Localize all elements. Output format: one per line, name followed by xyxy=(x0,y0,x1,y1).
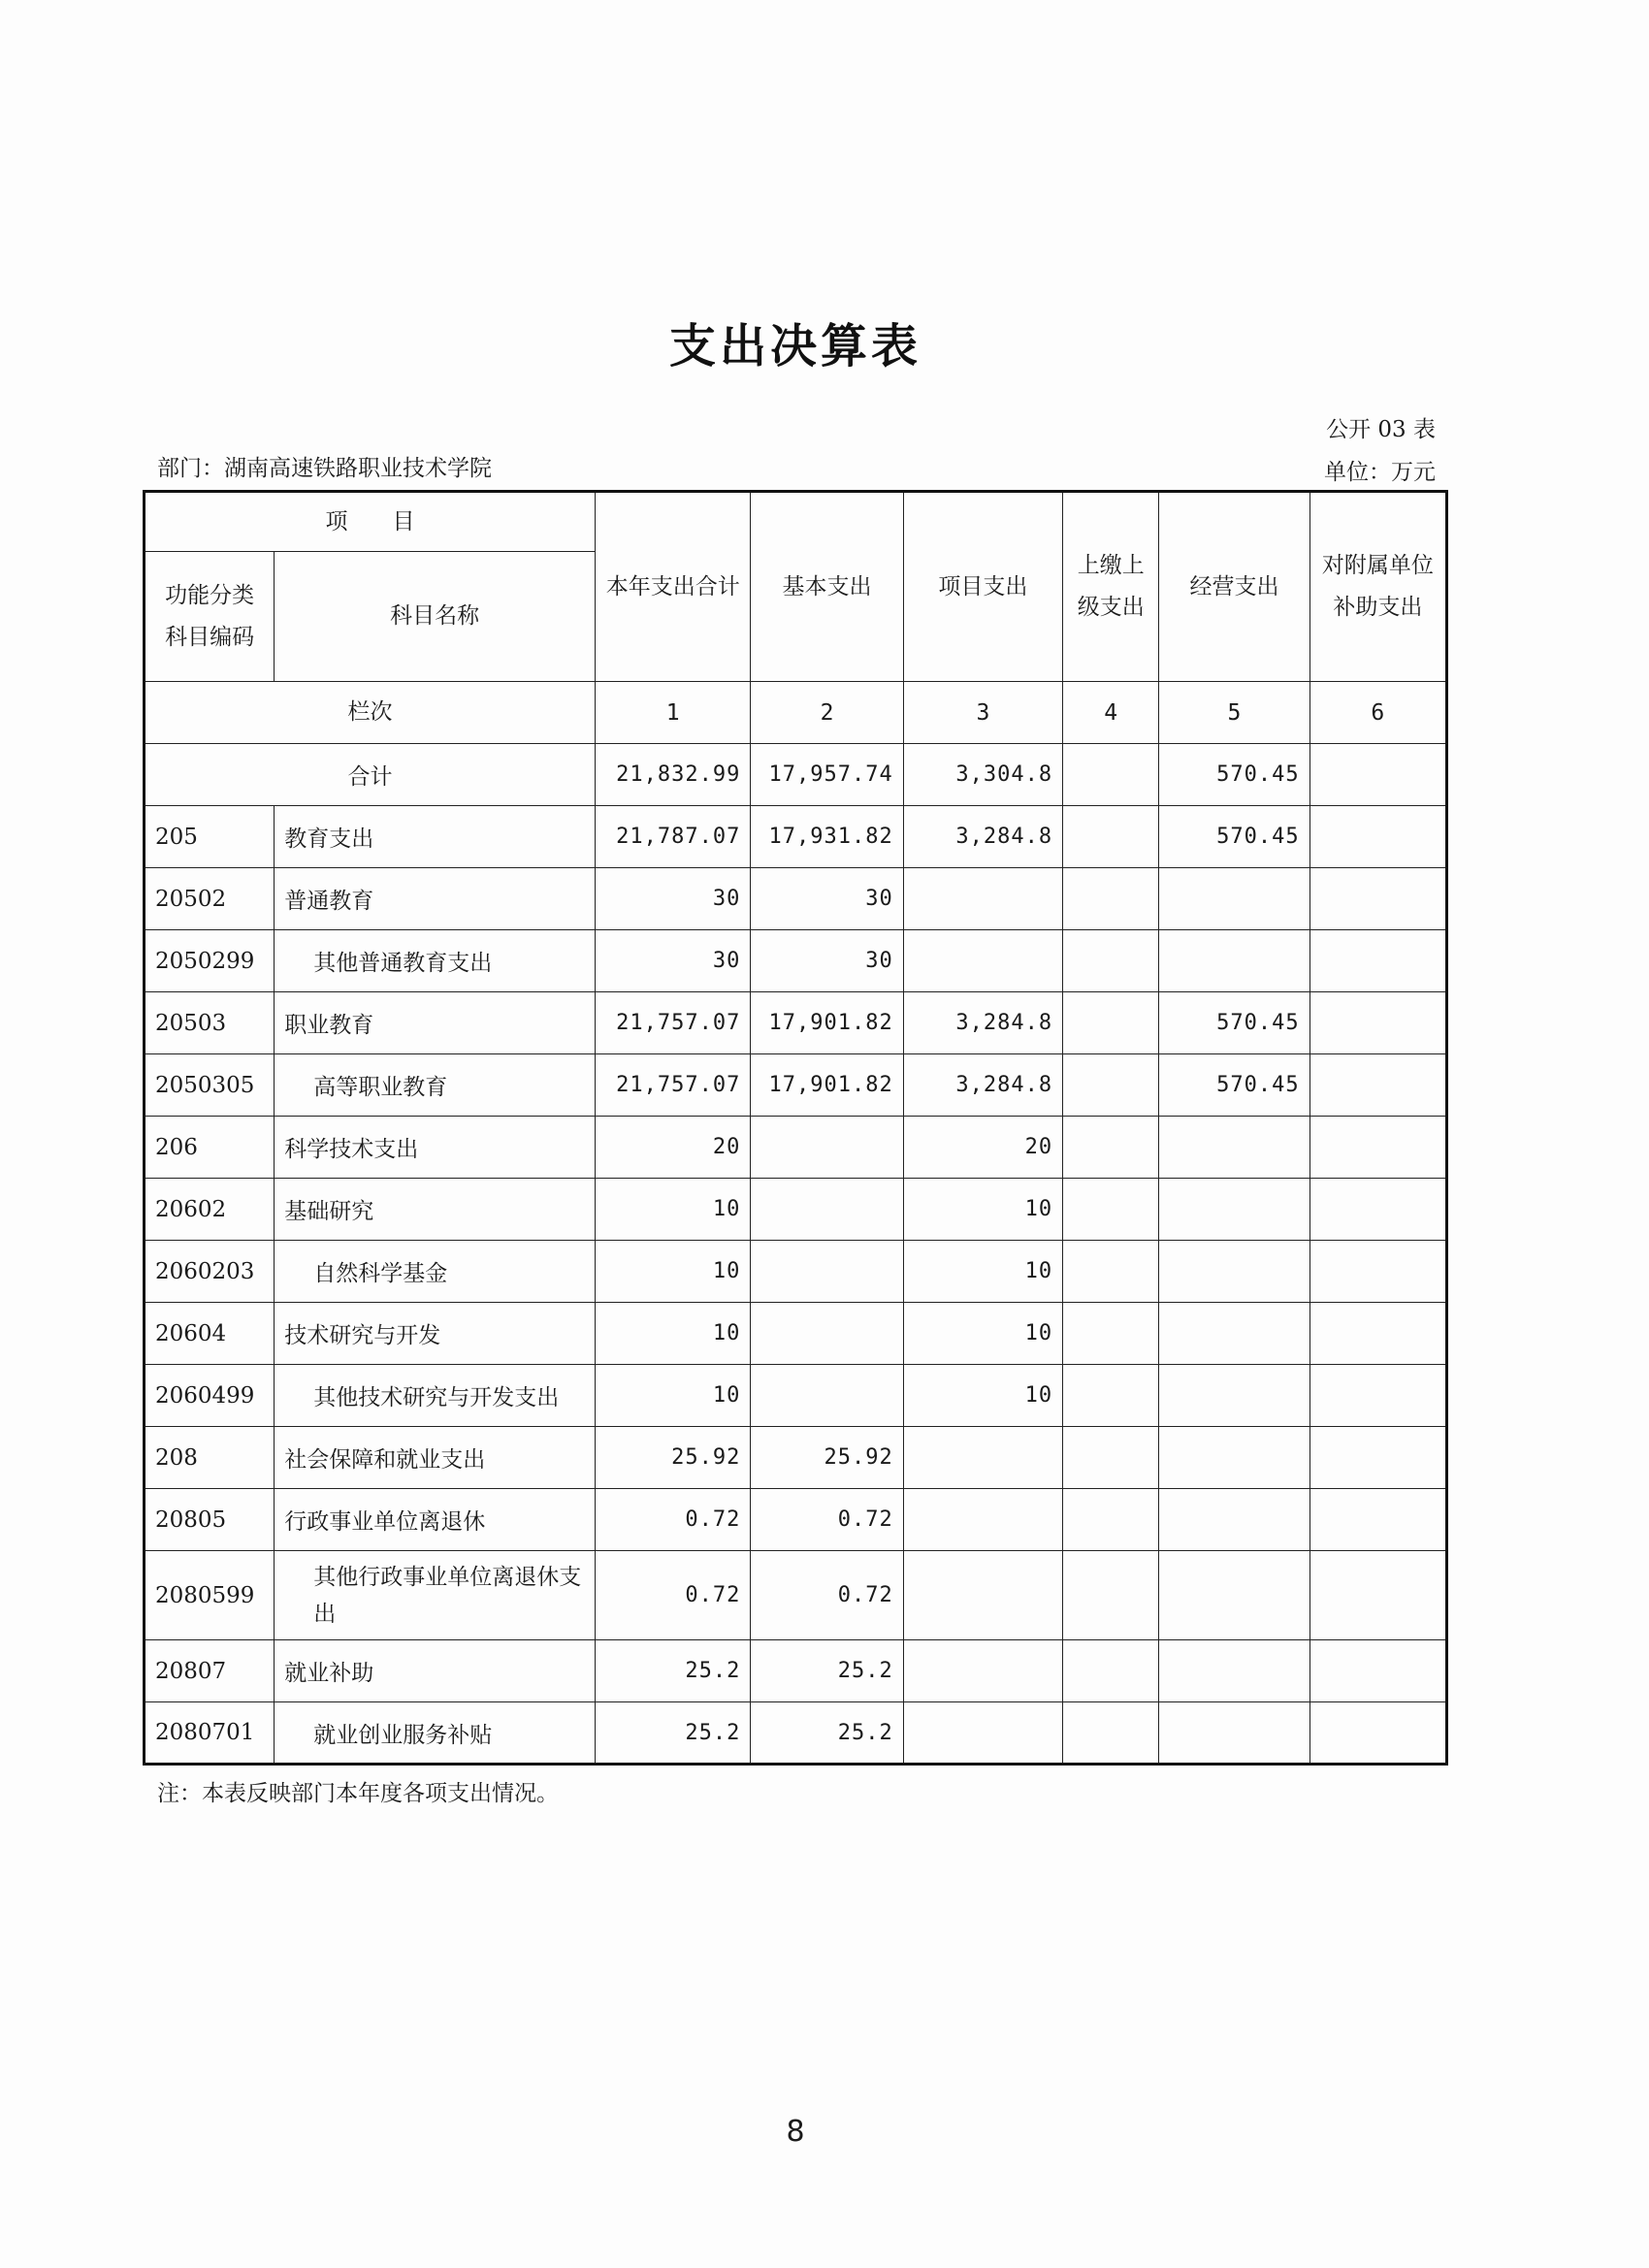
row-value xyxy=(903,868,1062,930)
form-number: 公开 03 表 xyxy=(1326,417,1436,442)
row-value xyxy=(1310,1241,1446,1303)
row-name: 其他技术研究与开发支出 xyxy=(275,1365,596,1427)
row-name: 教育支出 xyxy=(275,806,596,868)
row-value xyxy=(1159,1489,1310,1551)
row-value xyxy=(903,1640,1062,1702)
row-value xyxy=(1159,1117,1310,1179)
row-value xyxy=(1310,1117,1446,1179)
table-row xyxy=(145,1640,1447,1702)
row-value xyxy=(903,1427,1062,1489)
row-value xyxy=(1310,1365,1446,1427)
header-col3: 项目支出 xyxy=(903,492,1062,682)
header-col1: 本年支出合计 xyxy=(596,492,751,682)
row-value: 21,757.07 xyxy=(596,1054,751,1117)
row-value: 30 xyxy=(596,868,751,930)
row-value: 570.45 xyxy=(1159,992,1310,1054)
table-note: 注：本表反映部门本年度各项支出情况。 xyxy=(157,1781,559,1806)
total-cell: 21,832.99 xyxy=(596,744,751,806)
column-number: 1 xyxy=(596,682,751,744)
header-subject-name: 科目名称 xyxy=(275,552,596,682)
row-value xyxy=(1063,1427,1159,1489)
header-col5: 经营支出 xyxy=(1159,492,1310,682)
row-value: 570.45 xyxy=(1159,806,1310,868)
unit-label: 单位：万元 xyxy=(1324,460,1436,485)
row-value xyxy=(1310,1702,1446,1765)
row-name: 就业补助 xyxy=(275,1640,596,1702)
row-code: 20602 xyxy=(145,1179,275,1241)
page-number: 8 xyxy=(786,2115,805,2149)
row-value xyxy=(1310,1054,1446,1117)
row-value: 17,931.82 xyxy=(751,806,903,868)
row-value xyxy=(903,1702,1062,1765)
total-cell xyxy=(1063,744,1159,806)
row-value: 30 xyxy=(596,930,751,992)
row-name: 技术研究与开发 xyxy=(275,1303,596,1365)
row-code: 2060499 xyxy=(145,1365,275,1427)
row-value xyxy=(1159,930,1310,992)
table-row xyxy=(145,1179,1447,1241)
total-cell: 17,957.74 xyxy=(751,744,903,806)
row-value: 0.72 xyxy=(751,1551,903,1640)
row-value xyxy=(1063,868,1159,930)
row-code: 20807 xyxy=(145,1640,275,1702)
row-value: 10 xyxy=(903,1365,1062,1427)
row-value xyxy=(1063,992,1159,1054)
table-row xyxy=(145,1303,1447,1365)
row-value xyxy=(903,1551,1062,1640)
row-name: 自然科学基金 xyxy=(275,1241,596,1303)
row-value xyxy=(1159,1241,1310,1303)
table-header xyxy=(145,492,1447,744)
table-row xyxy=(145,992,1447,1054)
row-name: 职业教育 xyxy=(275,992,596,1054)
row-value: 25.92 xyxy=(596,1427,751,1489)
row-value: 25.2 xyxy=(751,1640,903,1702)
row-value: 10 xyxy=(903,1179,1062,1241)
table-row xyxy=(145,1551,1447,1640)
table-row xyxy=(145,1054,1447,1117)
row-value xyxy=(751,1303,903,1365)
table-row xyxy=(145,1365,1447,1427)
row-value xyxy=(1063,1179,1159,1241)
row-value xyxy=(1310,1489,1446,1551)
row-value xyxy=(1063,1241,1159,1303)
column-number: 5 xyxy=(1159,682,1310,744)
row-name: 社会保障和就业支出 xyxy=(275,1427,596,1489)
table-row xyxy=(145,1489,1447,1551)
row-value: 30 xyxy=(751,930,903,992)
row-value xyxy=(1063,1365,1159,1427)
header-lanci: 栏次 xyxy=(145,682,596,744)
department-label: 部门：湖南高速铁路职业技术学院 xyxy=(157,456,492,481)
row-code: 2050299 xyxy=(145,930,275,992)
row-value xyxy=(903,930,1062,992)
total-row xyxy=(145,744,1447,806)
column-number: 2 xyxy=(751,682,903,744)
header-item: 项 目 xyxy=(145,492,596,552)
row-value xyxy=(1310,1303,1446,1365)
row-code: 2060203 xyxy=(145,1241,275,1303)
header-func-code: 功能分类科目编码 xyxy=(145,552,275,682)
row-value xyxy=(1310,1427,1446,1489)
row-value: 20 xyxy=(596,1117,751,1179)
row-value: 25.2 xyxy=(751,1702,903,1765)
total-cell xyxy=(1310,744,1446,806)
column-number: 6 xyxy=(1310,682,1446,744)
table-row xyxy=(145,1702,1447,1765)
row-value: 25.92 xyxy=(751,1427,903,1489)
row-value: 3,284.8 xyxy=(903,806,1062,868)
row-name: 高等职业教育 xyxy=(275,1054,596,1117)
row-name: 行政事业单位离退休 xyxy=(275,1489,596,1551)
row-value: 21,787.07 xyxy=(596,806,751,868)
row-code: 2080701 xyxy=(145,1702,275,1765)
row-code: 20503 xyxy=(145,992,275,1054)
row-value xyxy=(1159,1702,1310,1765)
row-value xyxy=(1310,1640,1446,1702)
row-name: 其他行政事业单位离退休支出 xyxy=(275,1551,596,1640)
row-value xyxy=(751,1117,903,1179)
row-value xyxy=(1310,1179,1446,1241)
row-value xyxy=(1063,1640,1159,1702)
row-value: 21,757.07 xyxy=(596,992,751,1054)
row-value xyxy=(1063,1054,1159,1117)
row-value xyxy=(1063,1117,1159,1179)
row-value: 3,284.8 xyxy=(903,1054,1062,1117)
row-value: 570.45 xyxy=(1159,1054,1310,1117)
row-value xyxy=(1159,1303,1310,1365)
total-cell: 570.45 xyxy=(1159,744,1310,806)
row-value xyxy=(1063,806,1159,868)
table-row xyxy=(145,868,1447,930)
row-value: 10 xyxy=(596,1365,751,1427)
header-col6: 对附属单位补助支出 xyxy=(1310,492,1446,682)
table-row xyxy=(145,1427,1447,1489)
row-value xyxy=(1063,930,1159,992)
row-code: 2050305 xyxy=(145,1054,275,1117)
table-row xyxy=(145,1117,1447,1179)
row-value: 0.72 xyxy=(596,1489,751,1551)
table-body xyxy=(145,744,1447,1765)
row-value: 10 xyxy=(596,1241,751,1303)
table-row xyxy=(145,1241,1447,1303)
row-name: 普通教育 xyxy=(275,868,596,930)
row-value: 17,901.82 xyxy=(751,992,903,1054)
row-value xyxy=(751,1365,903,1427)
row-value xyxy=(1159,868,1310,930)
row-value xyxy=(1063,1303,1159,1365)
row-value: 10 xyxy=(903,1303,1062,1365)
row-name: 基础研究 xyxy=(275,1179,596,1241)
row-code: 205 xyxy=(145,806,275,868)
row-value xyxy=(1159,1640,1310,1702)
row-code: 2080599 xyxy=(145,1551,275,1640)
row-code: 20502 xyxy=(145,868,275,930)
expenditure-table xyxy=(143,490,1448,1766)
row-value xyxy=(1310,1551,1446,1640)
row-value: 0.72 xyxy=(596,1551,751,1640)
row-value xyxy=(1159,1179,1310,1241)
total-cell: 3,304.8 xyxy=(903,744,1062,806)
table-row xyxy=(145,930,1447,992)
row-value xyxy=(1063,1551,1159,1640)
table-row xyxy=(145,806,1447,868)
row-code: 20604 xyxy=(145,1303,275,1365)
row-value xyxy=(1310,930,1446,992)
row-value xyxy=(1063,1489,1159,1551)
row-value: 10 xyxy=(903,1241,1062,1303)
column-number: 4 xyxy=(1063,682,1159,744)
row-value xyxy=(1310,868,1446,930)
row-value xyxy=(1310,992,1446,1054)
row-name: 其他普通教育支出 xyxy=(275,930,596,992)
row-value: 25.2 xyxy=(596,1702,751,1765)
column-number: 3 xyxy=(903,682,1062,744)
row-name: 科学技术支出 xyxy=(275,1117,596,1179)
total-label: 合计 xyxy=(145,744,596,806)
row-code: 206 xyxy=(145,1117,275,1179)
row-value xyxy=(1310,806,1446,868)
header-col4: 上缴上级支出 xyxy=(1063,492,1159,682)
row-value xyxy=(903,1489,1062,1551)
row-value: 25.2 xyxy=(596,1640,751,1702)
row-value xyxy=(751,1179,903,1241)
header-col2: 基本支出 xyxy=(751,492,903,682)
row-value: 10 xyxy=(596,1303,751,1365)
row-name: 就业创业服务补贴 xyxy=(275,1702,596,1765)
row-value: 30 xyxy=(751,868,903,930)
row-value: 20 xyxy=(903,1117,1062,1179)
row-code: 208 xyxy=(145,1427,275,1489)
row-value: 10 xyxy=(596,1179,751,1241)
row-value xyxy=(1063,1702,1159,1765)
row-value xyxy=(1159,1427,1310,1489)
row-value: 3,284.8 xyxy=(903,992,1062,1054)
row-value xyxy=(1159,1551,1310,1640)
row-value xyxy=(1159,1365,1310,1427)
row-code: 20805 xyxy=(145,1489,275,1551)
row-value: 17,901.82 xyxy=(751,1054,903,1117)
page-title: 支出决算表 xyxy=(668,319,922,373)
row-value xyxy=(751,1241,903,1303)
row-value: 0.72 xyxy=(751,1489,903,1551)
